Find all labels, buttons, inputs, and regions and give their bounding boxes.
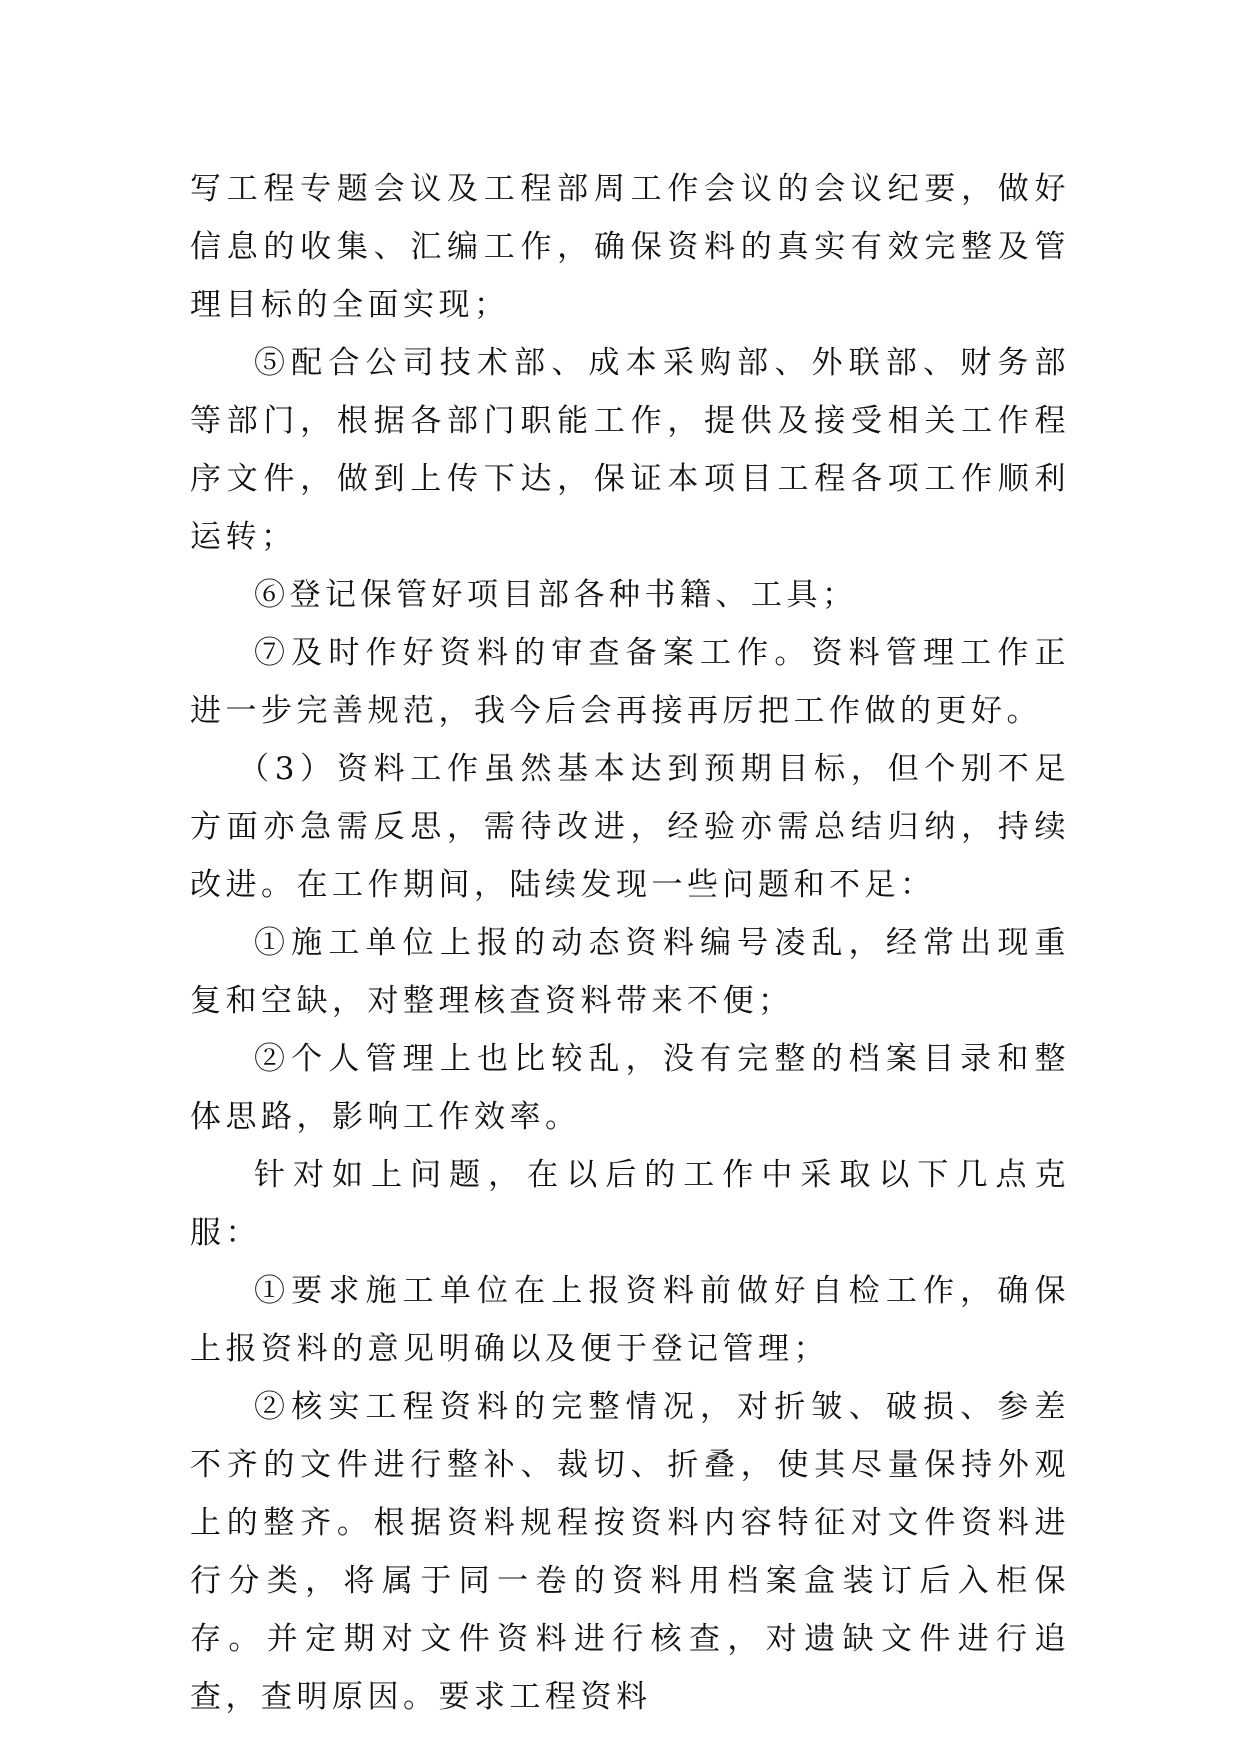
paragraph-measure-2: ②核实工程资料的完整情况，对折皱、破损、参差不齐的文件进行整补、裁切、折叠，使其尽量保持外观上的整齐。根据资料规程按资料内容特征对文件资料进行分类，将属于同一卷的资料用档案盒装订后入柜保存。并定期对文件资料进行核查，对遗缺文件进行追查，查明原因。要求工程资料 — [190, 1389, 1070, 1715]
paragraph-problem-1: ①施工单位上报的动态资料编号凌乱，经常出现重复和空缺，对整理核查资料带来不便； — [190, 925, 1070, 1019]
paragraph-item-5: ⑤配合公司技术部、成本采购部、外联部、财务部等部门，根据各部门职能工作，提供及接受相关工作程序文件，做到上传下达，保证本项目工程各项工作顺利运转； — [190, 345, 1070, 555]
paragraph-measures-intro: 针对如上问题，在以后的工作中采取以下几点克服： — [190, 1157, 1070, 1251]
paragraph-meeting-minutes: 写工程专题会议及工程部周工作会议的会议纪要，做好信息的收集、汇编工作，确保资料的真实有效完整及管理目标的全面实现； — [190, 171, 1070, 323]
paragraph-section-3: （3）资料工作虽然基本达到预期目标，但个别不足方面亦急需反思，需待改进，经验亦需总结归纳，持续改进。在工作期间，陆续发现一些问题和不足： — [190, 751, 1070, 903]
paragraph-item-6: ⑥登记保管好项目部各种书籍、工具； — [254, 577, 858, 613]
paragraph-problem-2: ②个人管理上也比较乱，没有完整的档案目录和整体思路，影响工作效率。 — [190, 1041, 1070, 1135]
paragraph-item-7: ⑦及时作好资料的审查备案工作。资料管理工作正进一步完善规范，我今后会再接再厉把工作做的更好。 — [190, 635, 1070, 729]
paragraph-measure-1: ①要求施工单位在上报资料前做好自检工作，确保上报资料的意见明确以及便于登记管理； — [190, 1273, 1070, 1367]
document-body — [190, 160, 1070, 1726]
